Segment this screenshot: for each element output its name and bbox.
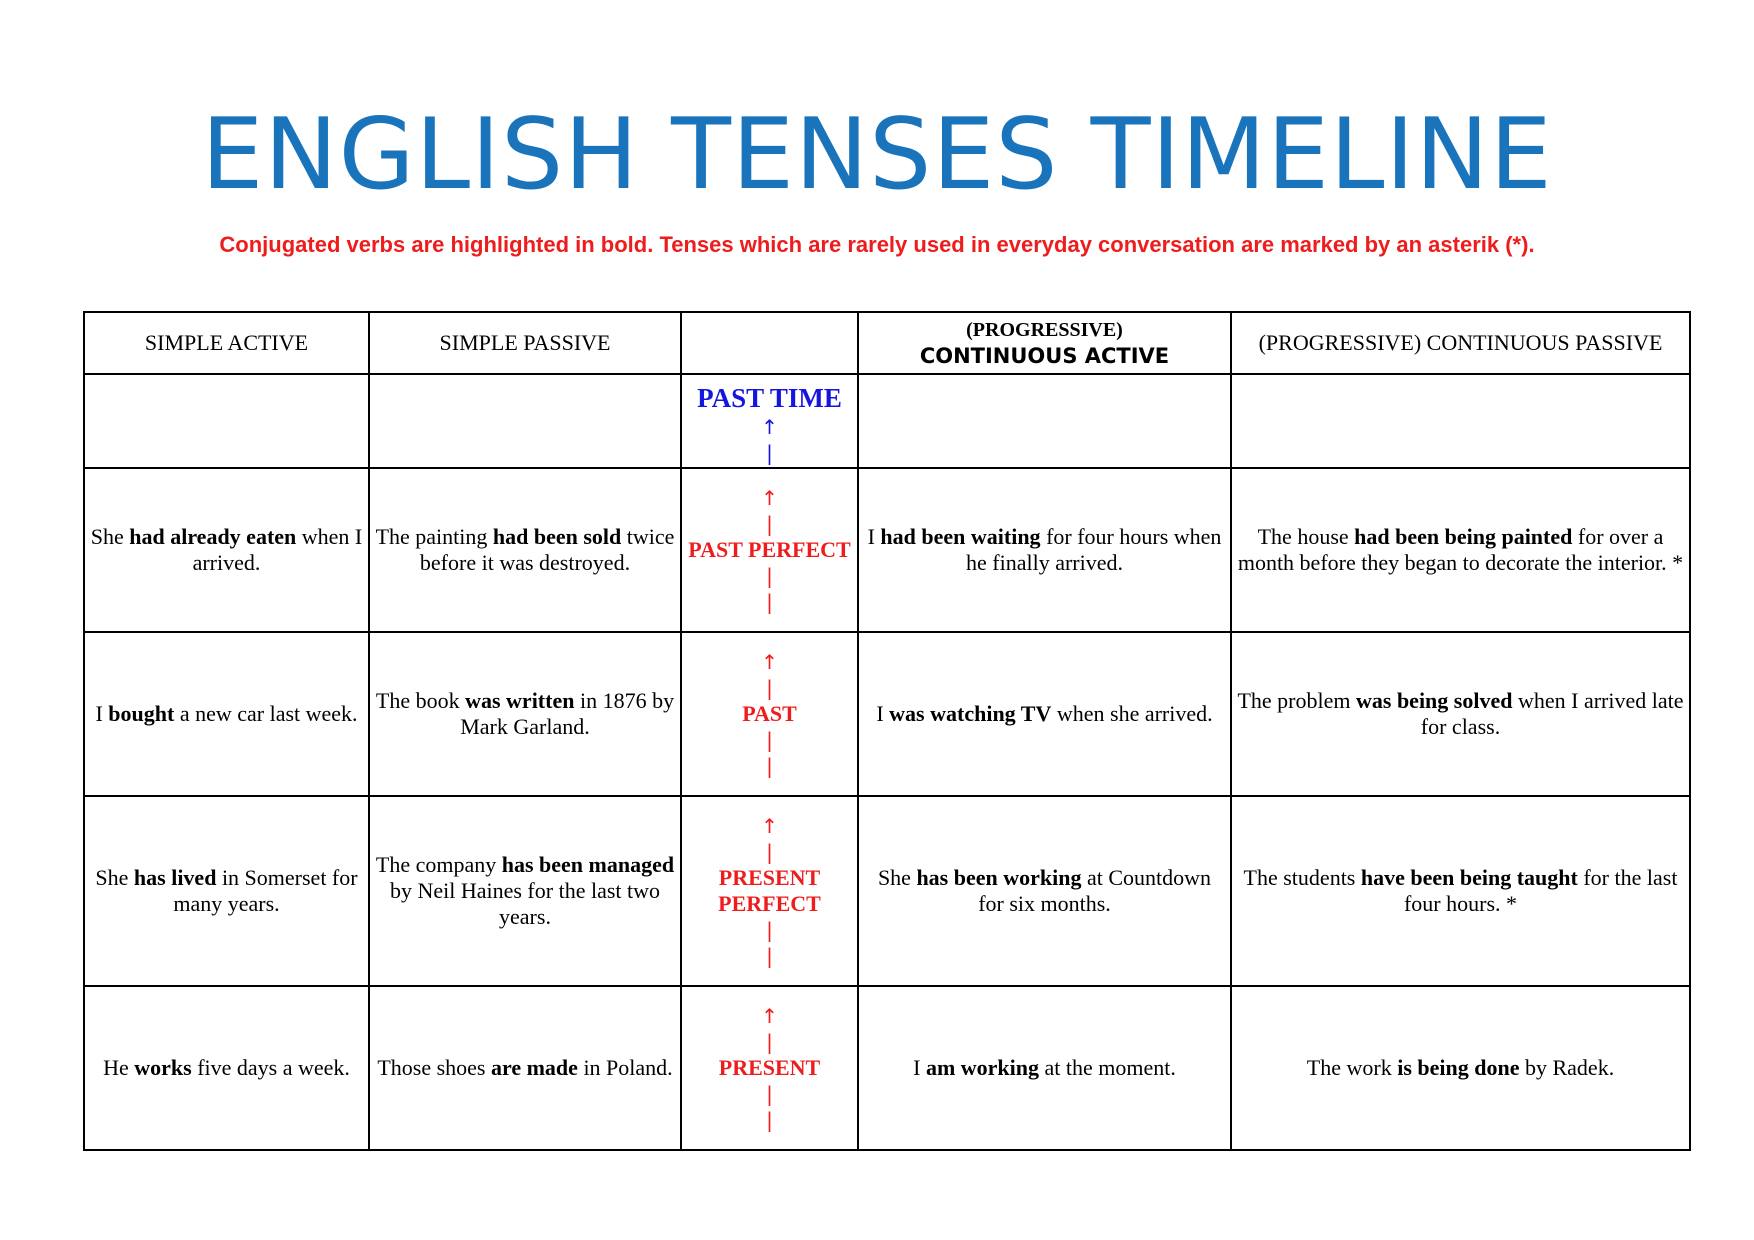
arrow-up-icon: ↑ <box>761 486 778 510</box>
example-text: at the moment. <box>1039 1055 1176 1080</box>
example-text: twice before it was destroyed. <box>419 524 675 575</box>
example-text: The students <box>1243 865 1361 890</box>
example-cont-active <box>858 632 1231 796</box>
conjugated-verb: have been being taught <box>1360 865 1578 890</box>
timeline-bar-icon: | <box>766 754 773 778</box>
example-text: five days a week. <box>191 1055 350 1080</box>
timeline-tense-label: PAST PERFECT <box>688 537 851 562</box>
timeline-past-time-label: PAST TIME <box>697 383 842 413</box>
timeline-cell <box>681 796 858 986</box>
example-cont-passive <box>1231 796 1690 986</box>
header-continuous-active <box>858 312 1231 374</box>
timeline-cell <box>681 632 858 796</box>
example-text: when she arrived. <box>1051 701 1213 726</box>
example-text: The book <box>375 688 466 713</box>
tense-row-present <box>84 986 1690 1150</box>
table-cell-empty <box>369 374 681 468</box>
example-text: at Countdown for six months. <box>978 865 1212 916</box>
example-cont-passive <box>1231 632 1690 796</box>
arrow-up-icon: ↑ <box>761 814 778 838</box>
timeline-bar-icon: | <box>766 1108 773 1132</box>
example-text: I <box>913 1055 926 1080</box>
timeline-bar-icon: | <box>766 1030 773 1054</box>
example-text: in Poland. <box>577 1055 673 1080</box>
header-simple-passive: SIMPLE PASSIVE <box>369 312 681 374</box>
example-text: in Somerset for many years. <box>173 865 358 916</box>
example-text: I <box>876 701 890 726</box>
conjugated-verb: had been sold <box>492 524 622 549</box>
timeline-bar-icon: | <box>766 840 773 864</box>
example-text: for over a month before they began to decorate the interior. * <box>1237 524 1684 575</box>
conjugated-verb: has been working <box>916 865 1082 890</box>
arrow-up-icon: ↑ <box>761 650 778 674</box>
conjugated-verb: works <box>134 1055 192 1080</box>
timeline-tense-label: PRESENT <box>718 1055 821 1080</box>
conjugated-verb: was watching TV <box>889 701 1052 726</box>
header-continuous-active-line1: (PROGRESSIVE) <box>966 319 1123 341</box>
timeline-bar-icon: | <box>766 918 773 942</box>
example-simple-active <box>84 468 369 632</box>
timeline-bar-icon: | <box>766 676 773 700</box>
table-cell-empty <box>84 374 369 468</box>
example-simple-active <box>84 986 369 1150</box>
example-text: for four hours when he finally arrived. <box>966 524 1222 575</box>
example-text: when I arrived. <box>192 524 363 575</box>
header-continuous-passive: (PROGRESSIVE) CONTINUOUS PASSIVE <box>1231 312 1690 374</box>
timeline-top-row <box>84 374 1690 468</box>
arrow-up-icon: ↑ <box>761 1004 778 1028</box>
timeline-bar-icon: | <box>766 944 773 968</box>
example-simple-passive <box>369 986 681 1150</box>
example-text: She <box>90 524 130 549</box>
example-cont-passive <box>1231 468 1690 632</box>
tenses-table <box>83 311 1691 1151</box>
conjugated-verb: are made <box>490 1055 578 1080</box>
example-cont-active <box>858 796 1231 986</box>
example-cont-active <box>858 986 1231 1150</box>
table-cell-empty <box>1231 374 1690 468</box>
conjugated-verb: was written <box>465 688 575 713</box>
page-title: ENGLISH TENSES TIMELINE <box>201 98 1553 212</box>
conjugated-verb: bought <box>108 701 175 726</box>
arrow-up-icon: ↑ <box>761 415 778 439</box>
example-simple-active <box>84 632 369 796</box>
example-text: The painting <box>375 524 493 549</box>
timeline-bar-icon: | <box>766 564 773 588</box>
example-text: The work <box>1306 1055 1398 1080</box>
example-text: He <box>103 1055 135 1080</box>
timeline-cell <box>681 468 858 632</box>
example-text: She <box>95 865 134 890</box>
example-text: The problem <box>1237 688 1356 713</box>
example-cont-active <box>858 468 1231 632</box>
conjugated-verb: am working <box>925 1055 1040 1080</box>
example-text: The company <box>375 852 502 877</box>
conjugated-verb: is being done <box>1397 1055 1520 1080</box>
timeline-bar-icon: | <box>766 1082 773 1106</box>
example-text: in 1876 by Mark Garland. <box>460 688 675 739</box>
example-text: by Radek. <box>1519 1055 1615 1080</box>
timeline-top-cell <box>681 374 858 468</box>
example-text: I <box>95 701 109 726</box>
example-simple-passive <box>369 468 681 632</box>
example-text: by Neil Haines for the last two years. <box>389 878 661 929</box>
example-simple-active <box>84 796 369 986</box>
example-text: when I arrived late for class. <box>1420 688 1684 739</box>
example-text: She <box>877 865 917 890</box>
tense-row-present-perfect <box>84 796 1690 986</box>
tense-row-past <box>84 632 1690 796</box>
timeline-tense-label: PAST <box>742 701 797 726</box>
timeline-bar-icon: | <box>766 590 773 614</box>
conjugated-verb: was being solved <box>1356 688 1513 713</box>
example-simple-passive <box>369 796 681 986</box>
example-text: Those shoes <box>377 1055 491 1080</box>
header-continuous-active-line2: CONTINUOUS ACTIVE <box>919 344 1170 368</box>
example-simple-passive <box>369 632 681 796</box>
page-subtitle: Conjugated verbs are highlighted in bold. Tenses which are rarely used in everyday conversation are marked by an asterik (*). <box>219 232 1535 257</box>
timeline-cell <box>681 986 858 1150</box>
conjugated-verb: had been being painted <box>1354 524 1573 549</box>
conjugated-verb: had already eaten <box>129 524 297 549</box>
example-text: for the last four hours. * <box>1403 865 1678 916</box>
timeline-bar-icon: | <box>766 728 773 752</box>
example-text: The house <box>1257 524 1355 549</box>
tense-row-past-perfect <box>84 468 1690 632</box>
table-cell-empty <box>858 374 1231 468</box>
header-simple-active: SIMPLE ACTIVE <box>84 312 369 374</box>
timeline-bar-icon: | <box>766 512 773 536</box>
conjugated-verb: has been managed <box>501 852 675 877</box>
example-cont-passive <box>1231 986 1690 1150</box>
conjugated-verb: had been waiting <box>880 524 1041 549</box>
example-text: I <box>867 524 881 549</box>
timeline-bar-icon: | <box>766 441 773 465</box>
header-row <box>84 312 1690 374</box>
example-text: a new car last week. <box>174 701 358 726</box>
conjugated-verb: has lived <box>133 865 217 890</box>
timeline-tense-label: PRESENT PERFECT <box>718 865 821 916</box>
header-timeline <box>681 312 858 374</box>
